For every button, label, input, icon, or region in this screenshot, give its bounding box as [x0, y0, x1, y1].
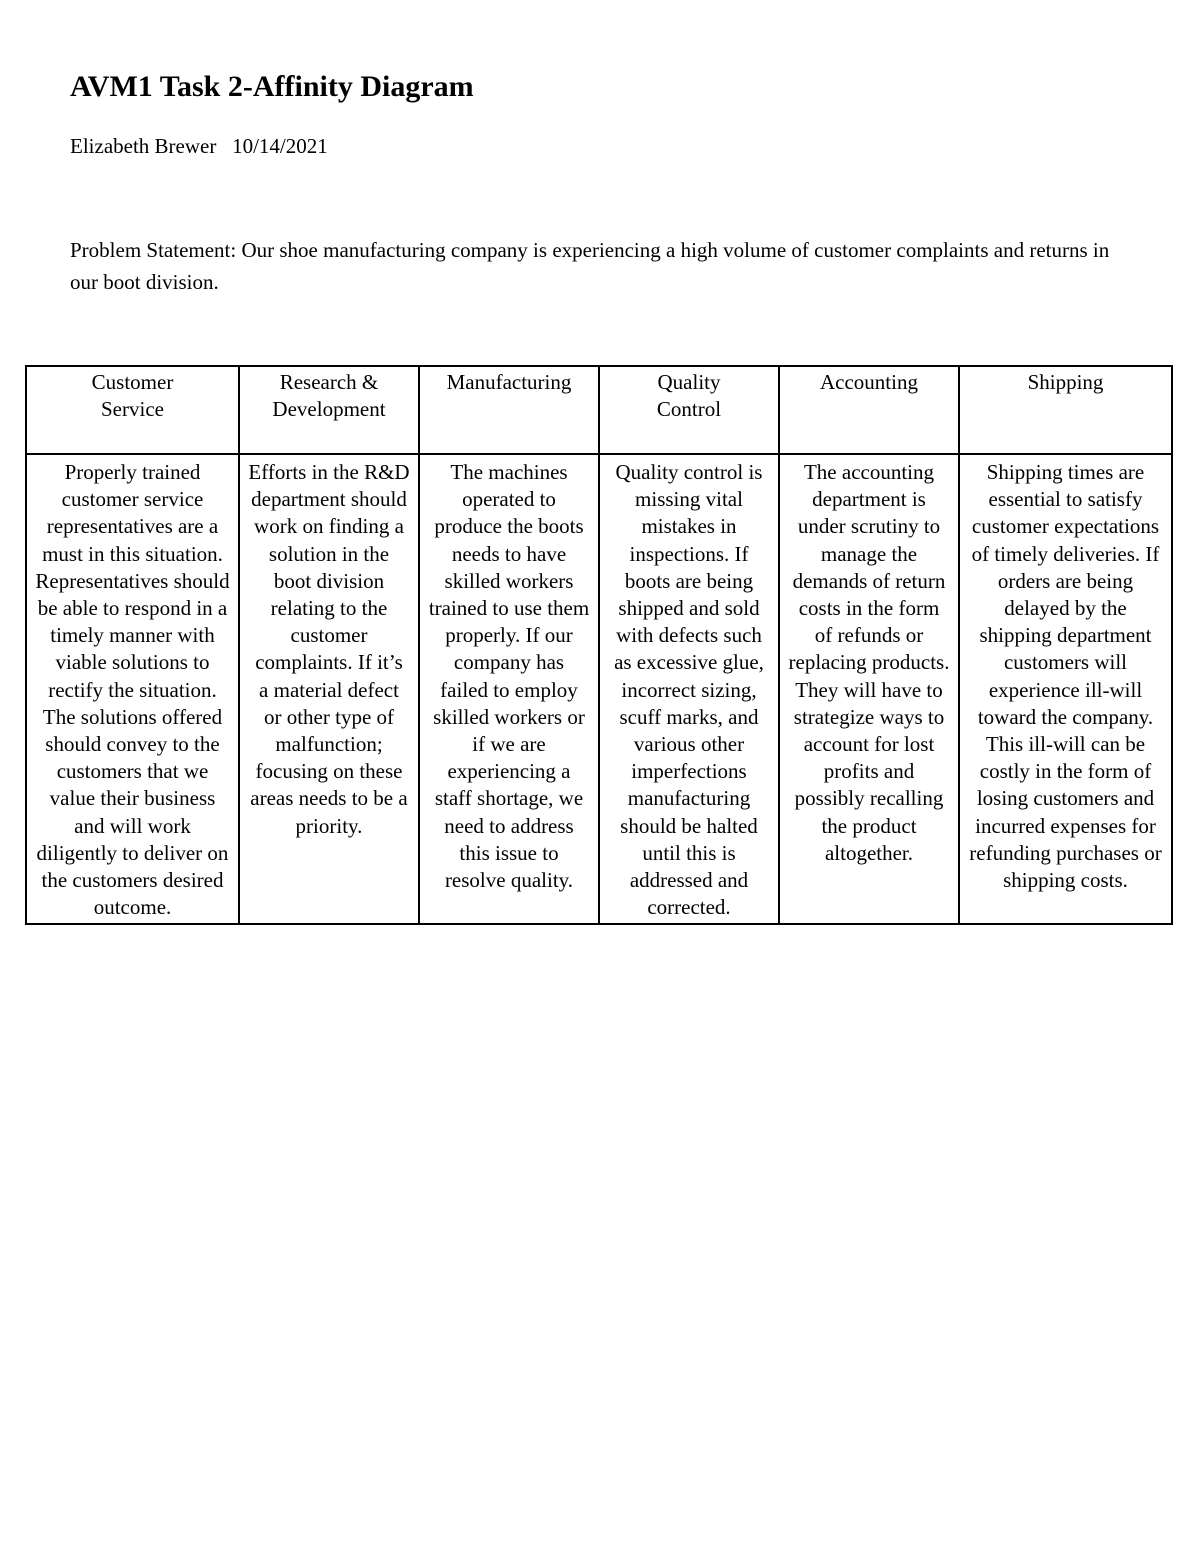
author-date-line: Elizabeth Brewer 10/14/2021 — [70, 134, 328, 158]
header-label: Manufacturing — [446, 370, 572, 394]
header-label: Quality Control — [656, 370, 722, 421]
document-title: AVM1 Task 2-Affinity Diagram — [70, 70, 474, 103]
problem-statement: Problem Statement: Our shoe manufacturing company is experiencing a high volume of customer complaints and returns in our boot division. — [70, 238, 1110, 294]
cell-research-development: Efforts in the R&D department should work on finding a solution in the boot division relating to the customer complaints. If it’s a material defect or other type of malfunction; focusing on these areas needs to be a priority. — [239, 454, 419, 924]
header-shipping — [959, 366, 1172, 454]
content-row — [26, 454, 1172, 924]
header-label: Research & Development — [272, 370, 386, 421]
header-row — [26, 366, 1172, 454]
header-label: Accounting — [820, 370, 918, 394]
header-research-development — [239, 366, 419, 454]
cell-quality-control: Quality control is missing vital mistakes in inspections. If boots are being shipped and sold with defects such as excessive glue, incorrect sizing, scuff marks, and various other imperfections manufacturing should be halted until this is addressed and corrected. — [599, 454, 779, 924]
cell-shipping: Shipping times are essential to satisfy customer expectations of timely deliveries. If orders are being delayed by the shipping department customers will experience ill-will toward the company. This ill-will can be costly in the form of losing customers and incurred expenses for refunding purchases or shipping costs. — [959, 454, 1172, 924]
header-customer-service — [26, 366, 239, 454]
affinity-table — [25, 365, 1173, 925]
header-label: Shipping — [1027, 370, 1104, 394]
cell-accounting: The accounting department is under scrutiny to manage the demands of return costs in the form of refunds or replacing products. They will have to strategize ways to account for lost profits and possibly recalling the product altogether. — [779, 454, 959, 924]
cell-manufacturing: The machines operated to produce the boots needs to have skilled workers trained to use them properly. If our company has failed to employ skilled workers or if we are experiencing a staff shortage, we need to address this issue to resolve quality. — [419, 454, 599, 924]
header-quality-control — [599, 366, 779, 454]
header-manufacturing — [419, 366, 599, 454]
header-accounting — [779, 366, 959, 454]
header-label: Customer Service — [91, 370, 174, 421]
cell-customer-service: Properly trained customer service representatives are a must in this situation. Representatives should be able to respond in a timely manner with viable solutions to rectify the situation. The solutions offered should convey to the customers that we value their business and will work diligently to deliver on the customers desired outcome. — [26, 454, 239, 924]
